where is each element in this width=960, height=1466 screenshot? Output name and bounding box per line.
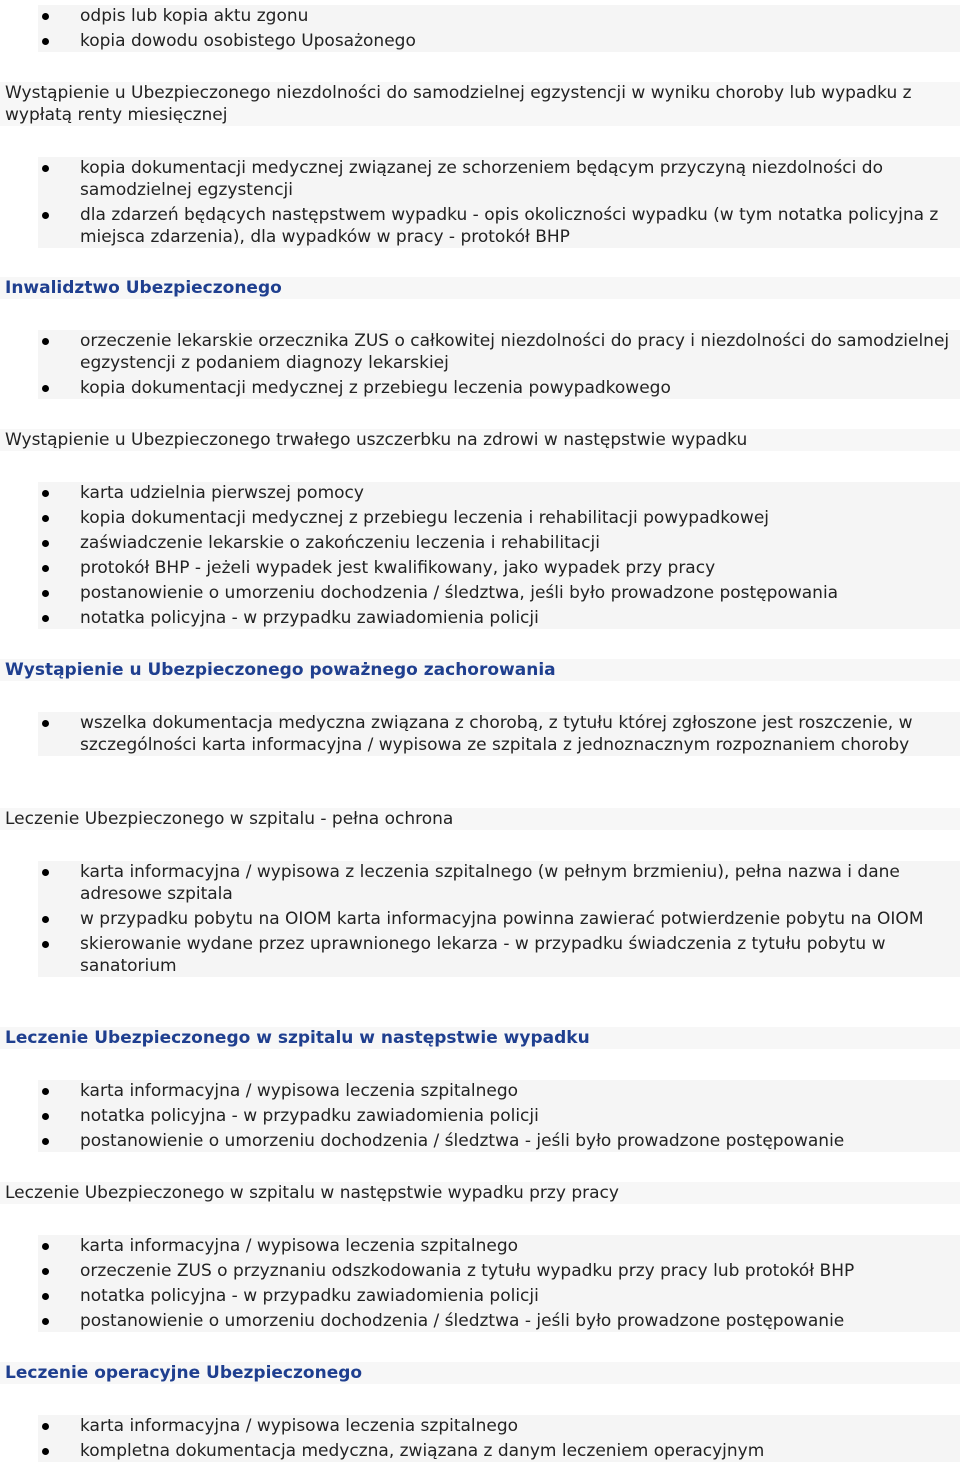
list-item-text: karta informacyjna / wypisowa leczenia szpitalnego: [80, 1236, 519, 1256]
list-item: [38, 582, 960, 604]
bullet-icon: [42, 490, 49, 497]
bullet-icon: [42, 1243, 49, 1250]
list-item: [38, 1105, 960, 1127]
list-item-text: karta udzielnia pierwszej pomocy: [80, 483, 364, 503]
bullet-list: [38, 157, 960, 248]
list-item-text: kopia dowodu osobistego Uposażonego: [80, 31, 416, 51]
section-heading: Wystąpienie u Ubezpieczonego niezdolności do samodzielnej egzystencji w wyniku choroby lub wypadku z wypłatą renty miesięcznej: [0, 82, 960, 126]
bullet-list: [38, 1415, 960, 1462]
bullet-icon: [42, 540, 49, 547]
bullet-icon: [42, 165, 49, 172]
bullet-list: [38, 482, 960, 629]
bullet-icon: [42, 720, 49, 727]
list-item: [38, 1285, 960, 1307]
list-item-text: orzeczenie ZUS o przyznaniu odszkodowania z tytułu wypadku przy pracy lub protokół BHP: [80, 1261, 855, 1281]
list-item-text: w przypadku pobytu na OIOM karta informacyjna powinna zawierać potwierdzenie pobytu na OIOM: [80, 909, 924, 929]
bullet-icon: [42, 1138, 49, 1145]
section-heading: Inwalidztwo Ubezpieczonego: [0, 277, 960, 299]
list-item: [38, 908, 960, 930]
bullet-icon: [42, 916, 49, 923]
bullet-icon: [42, 1268, 49, 1275]
list-item-text: skierowanie wydane przez uprawnionego lekarza - w przypadku świadczenia z tytułu pobytu w sanatorium: [80, 934, 886, 976]
bullet-icon: [42, 1318, 49, 1325]
list-item: [38, 933, 960, 977]
list-item: [38, 861, 960, 905]
bullet-list: [38, 712, 960, 756]
bullet-list: [38, 861, 960, 977]
list-item: [38, 1310, 960, 1332]
bullet-icon: [42, 385, 49, 392]
bullet-icon: [42, 1113, 49, 1120]
bullet-list: [38, 1080, 960, 1152]
list-item-text: karta informacyjna / wypisowa leczenia szpitalnego: [80, 1081, 519, 1101]
bullet-icon: [42, 515, 49, 522]
list-item-text: kopia dokumentacji medycznej z przebiegu leczenia i rehabilitacji powypadkowej: [80, 508, 770, 528]
list-item: [38, 532, 960, 554]
list-item: [38, 377, 960, 399]
section-heading: Leczenie Ubezpieczonego w szpitalu w następstwie wypadku: [0, 1027, 960, 1049]
list-item-text: orzeczenie lekarskie orzecznika ZUS o całkowitej niezdolności do pracy i niezdolności do samodzielnej egzystencji z podaniem diagnozy lekarskiej: [80, 331, 950, 373]
list-item-text: karta informacyjna / wypisowa z leczenia szpitalnego (w pełnym brzmieniu), pełna nazwa i dane adresowe szpitala: [80, 862, 900, 904]
list-item: [38, 157, 960, 201]
bullet-icon: [42, 212, 49, 219]
bullet-icon: [42, 38, 49, 45]
list-item-text: protokół BHP - jeżeli wypadek jest kwalifikowany, jako wypadek przy pracy: [80, 558, 716, 578]
list-item: [38, 330, 960, 374]
bullet-icon: [42, 590, 49, 597]
section-heading: Leczenie Ubezpieczonego w szpitalu - pełna ochrona: [0, 808, 960, 830]
list-item-text: dla zdarzeń będących następstwem wypadku - opis okoliczności wypadku (w tym notatka policyjna z miejsca zdarzenia), dla wypadków w pracy - protokół BHP: [80, 205, 939, 247]
section-heading: Wystąpienie u Ubezpieczonego poważnego zachorowania: [0, 659, 960, 681]
list-item-text: postanowienie o umorzeniu dochodzenia / śledztwa - jeśli było prowadzone postępowanie: [80, 1311, 845, 1331]
list-item: [38, 1130, 960, 1152]
list-item: [38, 712, 960, 756]
list-item-text: wszelka dokumentacja medyczna związana z chorobą, z tytułu której zgłoszone jest roszczenie, w szczególności karta informacyjna / wypisowa ze szpitala z jednoznacznym rozpoznaniem choroby: [80, 713, 913, 755]
list-item: [38, 557, 960, 579]
bullet-icon: [42, 565, 49, 572]
bullet-icon: [42, 1293, 49, 1300]
bullet-list: [38, 1235, 960, 1332]
bullet-icon: [42, 1423, 49, 1430]
list-item: [38, 507, 960, 529]
bullet-icon: [42, 869, 49, 876]
list-item: [38, 1440, 960, 1462]
list-item-text: kopia dokumentacji medycznej związanej ze schorzeniem będącym przyczyną niezdolności do samodzielnej egzystencji: [80, 158, 883, 200]
list-item: [38, 1260, 960, 1282]
bullet-icon: [42, 941, 49, 948]
list-item: [38, 1235, 960, 1257]
bullet-icon: [42, 615, 49, 622]
list-item-text: notatka policyjna - w przypadku zawiadomienia policji: [80, 608, 539, 628]
list-item-text: postanowienie o umorzeniu dochodzenia / śledztwa - jeśli było prowadzone postępowanie: [80, 1131, 845, 1151]
list-item: [38, 30, 960, 52]
section-heading: Wystąpienie u Ubezpieczonego trwałego uszczerbku na zdrowi w następstwie wypadku: [0, 429, 960, 451]
list-item-text: postanowienie o umorzeniu dochodzenia / śledztwa, jeśli było prowadzone postępowania: [80, 583, 839, 603]
list-item: [38, 482, 960, 504]
section-heading: Leczenie operacyjne Ubezpieczonego: [0, 1362, 960, 1384]
list-item: [38, 607, 960, 629]
bullet-list: [38, 5, 960, 52]
list-item: [38, 1415, 960, 1437]
list-item: [38, 5, 960, 27]
list-item-text: notatka policyjna - w przypadku zawiadomienia policji: [80, 1106, 539, 1126]
section-heading: Leczenie Ubezpieczonego w szpitalu w następstwie wypadku przy pracy: [0, 1182, 960, 1204]
list-item-text: karta informacyjna / wypisowa leczenia szpitalnego: [80, 1416, 519, 1436]
bullet-list: [38, 330, 960, 399]
list-item-text: notatka policyjna - w przypadku zawiadomienia policji: [80, 1286, 539, 1306]
list-item-text: zaświadczenie lekarskie o zakończeniu leczenia i rehabilitacji: [80, 533, 600, 553]
list-item: [38, 204, 960, 248]
bullet-icon: [42, 338, 49, 345]
list-item-text: kopia dokumentacji medycznej z przebiegu leczenia powypadkowego: [80, 378, 671, 398]
list-item-text: kompletna dokumentacja medyczna, związana z danym leczeniem operacyjnym: [80, 1441, 765, 1461]
list-item: [38, 1080, 960, 1102]
list-item-text: odpis lub kopia aktu zgonu: [80, 6, 309, 26]
bullet-icon: [42, 13, 49, 20]
bullet-icon: [42, 1088, 49, 1095]
bullet-icon: [42, 1448, 49, 1455]
